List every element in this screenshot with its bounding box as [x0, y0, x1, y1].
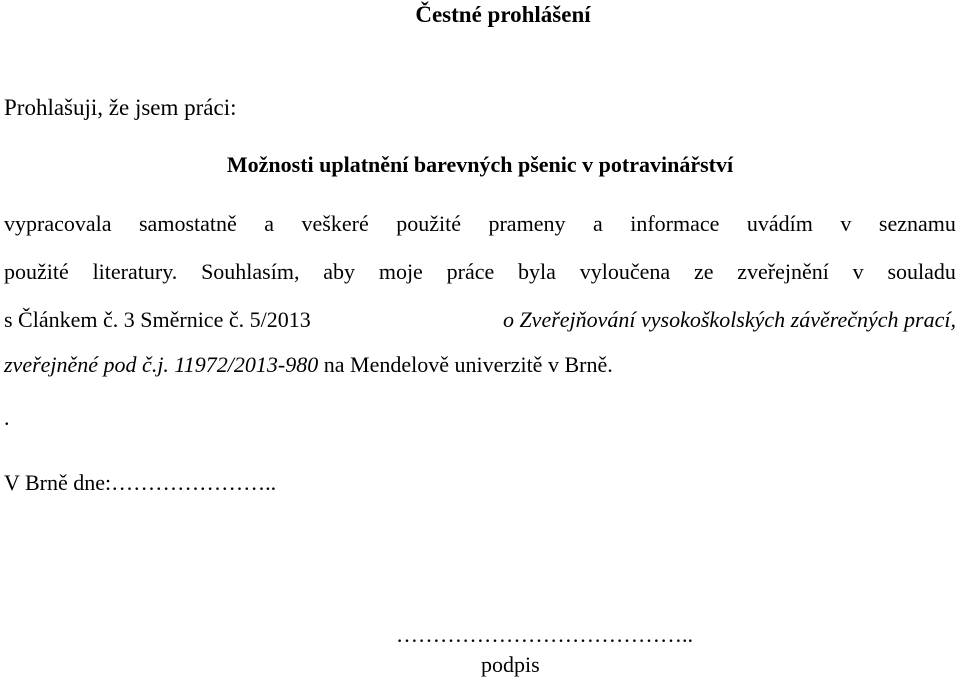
word: a: [592, 211, 603, 236]
word: ze: [693, 259, 714, 284]
line3-prefix: s Článkem č. 3 Směrnice č. 5/2013: [4, 307, 311, 332]
page-title: Čestné prohlášení: [415, 2, 591, 27]
word: moje: [378, 259, 423, 284]
intro-text: Prohlašuji, že jsem práci:: [4, 95, 237, 120]
word: vypracovala: [4, 211, 112, 236]
stray-dot: .: [4, 405, 10, 430]
directive-title: o Zveřejňování vysokoškolských závěrečných prací,: [502, 307, 956, 332]
signature-line: …………………………………..: [396, 622, 693, 647]
paragraph-line-4: [4, 352, 956, 378]
word: byla: [518, 259, 556, 284]
word: prameny: [488, 211, 566, 236]
place-date-field: V Brně dne:…………………..: [4, 470, 277, 495]
word: zveřejnění: [737, 259, 829, 284]
word: použité: [4, 259, 69, 284]
signature-label: podpis: [481, 652, 540, 677]
word: souladu: [887, 259, 956, 284]
word: veškeré: [301, 211, 369, 236]
word: uvádím: [746, 211, 813, 236]
word: aby: [323, 259, 356, 284]
word: a: [264, 211, 275, 236]
word: v: [840, 211, 852, 236]
paragraph-line-2: [4, 259, 956, 285]
word: použité: [396, 211, 461, 236]
word: v: [852, 259, 864, 284]
word: práce: [446, 259, 495, 284]
thesis-title: Možnosti uplatnění barevných pšenic v potravinářství: [226, 152, 734, 177]
line4-suffix: na Mendelově univerzitě v Brně.: [323, 352, 613, 377]
paragraph-line-3: [4, 307, 956, 333]
paragraph-line-1: [4, 211, 956, 237]
word: samostatně: [139, 211, 237, 236]
word: seznamu: [878, 211, 956, 236]
word: vyloučena: [579, 259, 671, 284]
word: informace: [630, 211, 720, 236]
reference-number: zveřejněné pod č.j. 11972/2013-980: [4, 352, 319, 377]
word: Souhlasím,: [201, 259, 300, 284]
word: literatury.: [92, 259, 178, 284]
